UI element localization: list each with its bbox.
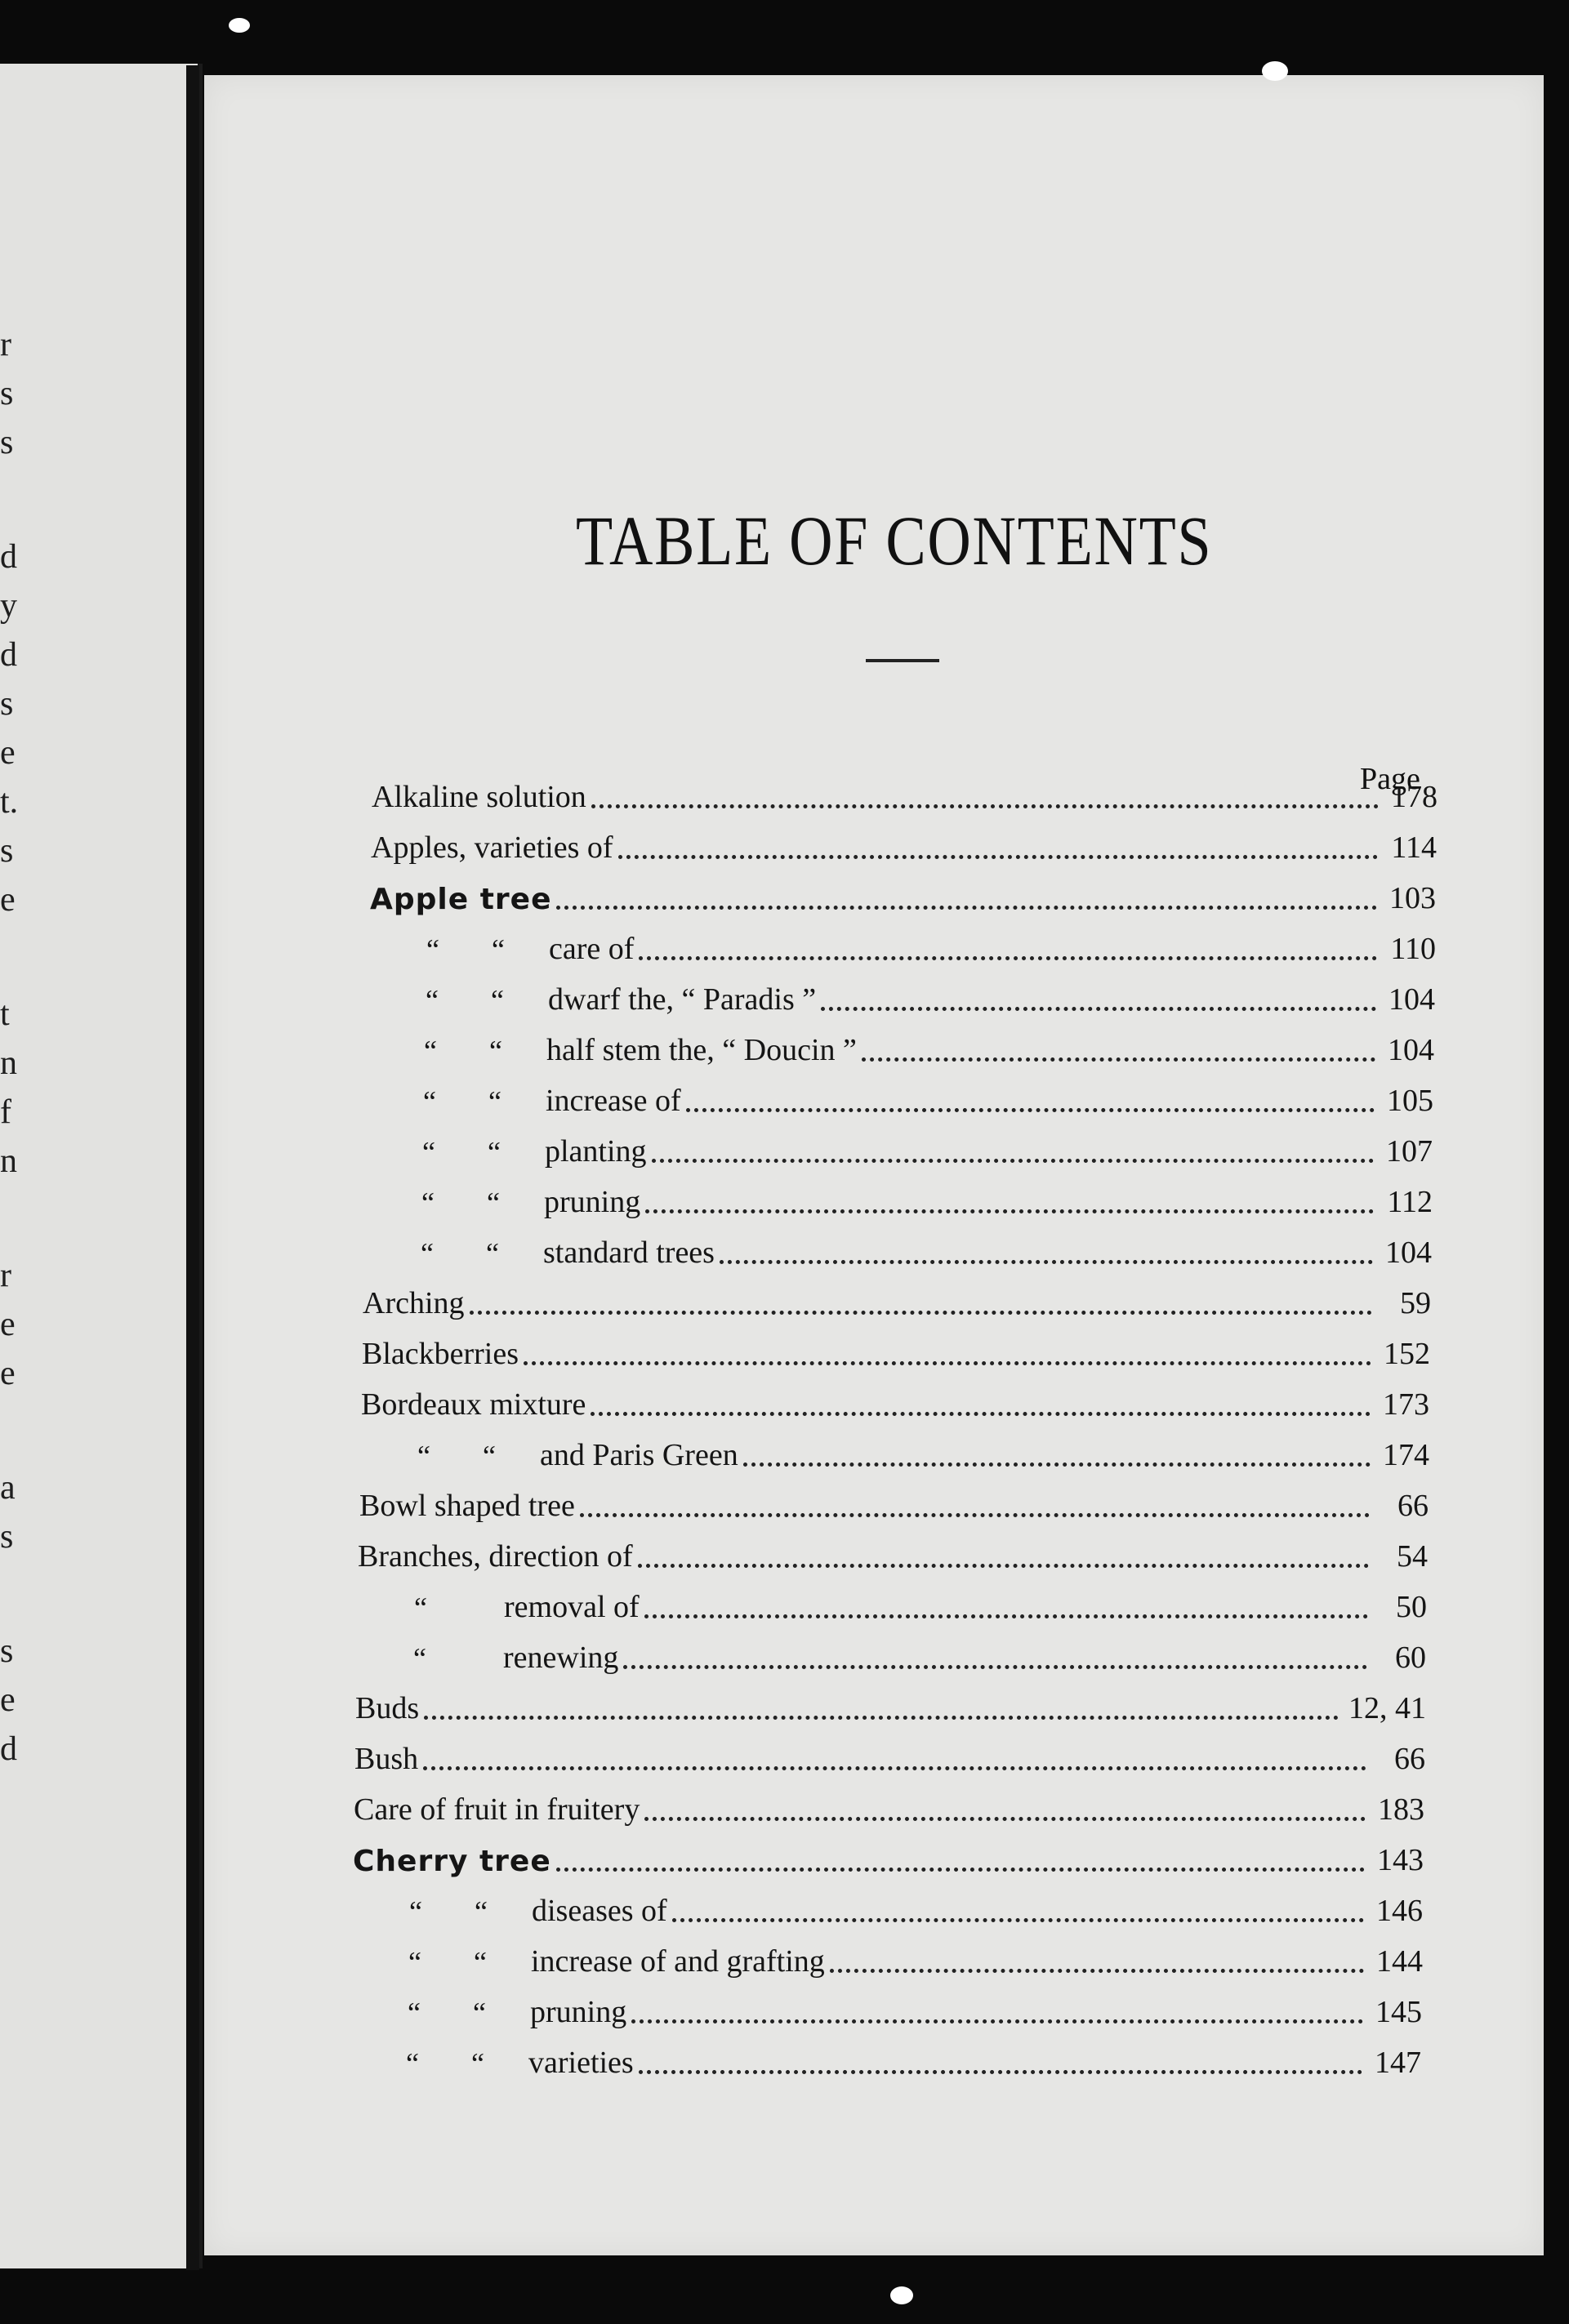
toc-entry	[355, 1689, 1426, 1726]
toc-entry-page-number: 105	[1387, 1084, 1433, 1118]
left-page-letter: n	[0, 1044, 17, 1082]
toc-entry-label: increase of and grafting	[531, 1944, 825, 1979]
left-page-letter: e	[0, 1306, 16, 1343]
ditto-mark: “	[414, 1592, 427, 1624]
toc-entry-page-number: 107	[1386, 1134, 1433, 1169]
left-page-letter: d	[0, 538, 17, 576]
toc-entry-label: Bowl shaped tree	[359, 1489, 575, 1523]
dot-leader	[639, 2070, 1362, 2074]
toc-entry-label: removal of	[504, 1590, 640, 1624]
book-gutter	[186, 65, 199, 2270]
toc-entry	[364, 1182, 1433, 1220]
left-page-letter: f	[0, 1093, 11, 1131]
ditto-mark: “	[421, 1186, 435, 1219]
left-page-letter: s	[0, 424, 14, 461]
dust-speck	[1262, 61, 1288, 81]
toc-entry	[365, 1132, 1433, 1169]
ditto-mark: “	[426, 984, 439, 1017]
ditto-mark: “	[417, 1440, 430, 1472]
toc-entry-label: renewing	[503, 1641, 619, 1675]
toc-entry	[371, 828, 1437, 866]
toc-entry	[353, 1841, 1424, 1878]
contents-page	[204, 75, 1544, 2255]
ditto-mark: “	[408, 1946, 421, 1979]
toc-entry-page-number: 146	[1376, 1894, 1423, 1928]
toc-entry-label: increase of	[546, 1084, 681, 1118]
toc-entry	[360, 1436, 1429, 1473]
toc-entry-label: pruning	[530, 1995, 627, 2029]
toc-entry-label: Arching	[363, 1286, 465, 1320]
toc-entry	[352, 1891, 1423, 1929]
left-page-fragment	[0, 64, 203, 2268]
toc-entry-label: Apple tree	[370, 883, 552, 916]
toc-entry	[368, 980, 1435, 1017]
toc-entry-page-number: 104	[1388, 1033, 1434, 1067]
toc-entry	[357, 1587, 1427, 1625]
toc-entry-label: Cherry tree	[353, 1845, 551, 1878]
toc-entry	[350, 1992, 1422, 2030]
left-page-letter: e	[0, 734, 16, 772]
dot-leader	[591, 804, 1379, 808]
left-page-letter: t	[0, 995, 10, 1033]
toc-entry	[372, 777, 1438, 815]
toc-entry	[351, 1942, 1423, 1979]
toc-entry-page-number: 59	[1400, 1286, 1431, 1320]
ditto-mark: “	[426, 933, 439, 966]
left-page-letter: s	[0, 832, 14, 870]
left-page-letter: s	[0, 375, 14, 412]
dot-leader	[623, 1665, 1367, 1669]
ditto-mark: “	[408, 1997, 421, 2029]
ditto-mark: “	[423, 1085, 436, 1118]
toc-entry-page-number: 147	[1375, 2046, 1421, 2080]
toc-entry-label: Apples, varieties of	[371, 830, 613, 865]
toc-entry-label: Buds	[355, 1691, 420, 1725]
toc-entry-page-number: 178	[1391, 780, 1438, 814]
dot-leader	[424, 1716, 1339, 1720]
toc-entry	[362, 1334, 1430, 1372]
toc-entry-label: and Paris Green	[540, 1438, 738, 1472]
dot-leader	[470, 1311, 1372, 1315]
toc-entry-label: standard trees	[543, 1235, 715, 1270]
toc-entry	[363, 1233, 1432, 1271]
ditto-mark: “	[487, 1186, 500, 1219]
ditto-mark: “	[492, 933, 505, 966]
left-page-letter: t.	[0, 783, 19, 821]
dot-leader	[862, 1057, 1375, 1062]
left-page-letter: y	[0, 587, 17, 625]
toc-entry-label: Bordeaux mixture	[361, 1387, 586, 1422]
toc-entry-page-number: 183	[1378, 1792, 1424, 1827]
toc-entry	[359, 1486, 1429, 1524]
toc-entry-label: half stem the, “ Doucin ”	[546, 1033, 857, 1067]
toc-entry-label: care of	[549, 932, 635, 966]
ditto-mark: “	[475, 1895, 488, 1928]
toc-entry	[367, 1031, 1434, 1068]
dot-leader	[743, 1463, 1371, 1467]
toc-entry-label: Care of fruit in fruitery	[354, 1792, 640, 1827]
toc-entry	[369, 929, 1436, 967]
toc-entry-label: Bush	[354, 1742, 419, 1776]
toc-entry-label: varieties	[528, 2046, 634, 2080]
toc-entry	[370, 879, 1436, 916]
toc-entry-label: diseases of	[532, 1894, 667, 1928]
dot-leader	[652, 1159, 1374, 1163]
page-column-heading: Page	[1360, 762, 1420, 796]
dot-leader	[686, 1108, 1375, 1112]
left-page-letter: e	[0, 1355, 16, 1392]
toc-entry	[354, 1790, 1424, 1828]
left-page-letter: r	[0, 1257, 11, 1294]
left-page-text-fragments	[0, 64, 33, 2268]
dot-leader	[618, 855, 1378, 859]
dot-leader	[644, 1614, 1368, 1618]
dot-leader	[644, 1817, 1366, 1821]
toc-entry	[361, 1385, 1429, 1422]
left-page-letter: e	[0, 881, 16, 919]
ditto-mark: “	[488, 1136, 501, 1169]
dot-leader	[672, 1918, 1364, 1922]
toc-entry-page-number: 112	[1387, 1185, 1433, 1219]
left-page-letter: n	[0, 1142, 17, 1180]
toc-entry-label: pruning	[544, 1185, 641, 1219]
toc-entry-page-number: 174	[1383, 1438, 1429, 1472]
toc-entry-page-number: 66	[1397, 1489, 1429, 1523]
left-page-letter: e	[0, 1681, 16, 1719]
dot-leader	[638, 1564, 1369, 1568]
toc-entry-page-number: 114	[1391, 830, 1437, 865]
left-page-letter: s	[0, 1632, 14, 1670]
toc-entry-label: dwarf the, “ Paradis ”	[548, 982, 817, 1017]
ditto-mark: “	[409, 1895, 422, 1928]
left-page-letter: s	[0, 685, 14, 723]
dot-leader	[423, 1766, 1366, 1770]
contents-list	[204, 75, 1544, 2255]
toc-entry-label: Blackberries	[362, 1337, 519, 1371]
ditto-mark: “	[406, 2047, 419, 2080]
ditto-mark: “	[424, 1035, 437, 1067]
left-page-letter: d	[0, 1730, 17, 1768]
dust-speck	[229, 18, 250, 33]
toc-entry-page-number: 143	[1377, 1843, 1424, 1877]
toc-entry-label: Alkaline solution	[372, 780, 586, 814]
left-page-letter: s	[0, 1518, 14, 1556]
left-page-letter: r	[0, 326, 11, 363]
dot-leader	[556, 906, 1377, 910]
toc-entry-page-number: 144	[1376, 1944, 1423, 1979]
dot-leader	[821, 1007, 1376, 1011]
dot-leader	[830, 1969, 1364, 1973]
ditto-mark: “	[489, 1035, 502, 1067]
ditto-mark: “	[488, 1085, 501, 1118]
left-page-letter: a	[0, 1469, 16, 1507]
toc-entry-page-number: 50	[1396, 1590, 1427, 1624]
ditto-mark: “	[483, 1440, 496, 1472]
ditto-mark: “	[471, 2047, 484, 2080]
dot-leader	[720, 1260, 1373, 1264]
toc-entry-page-number: 104	[1385, 1235, 1432, 1270]
ditto-mark: “	[421, 1237, 434, 1270]
ditto-mark: “	[422, 1136, 435, 1169]
dot-leader	[580, 1513, 1370, 1517]
ditto-mark: “	[474, 1946, 487, 1979]
toc-entry-page-number: 60	[1395, 1641, 1426, 1675]
toc-entry-label: planting	[545, 1134, 647, 1169]
dot-leader	[556, 1868, 1365, 1872]
toc-entry-page-number: 152	[1384, 1337, 1430, 1371]
toc-entry	[356, 1638, 1426, 1676]
dot-leader	[524, 1361, 1371, 1365]
toc-entry-page-number: 12, 41	[1348, 1691, 1426, 1725]
left-page-letter: d	[0, 636, 17, 674]
toc-entry-page-number: 104	[1388, 982, 1435, 1017]
toc-entry-page-number: 103	[1389, 881, 1436, 915]
dot-leader	[591, 1412, 1371, 1416]
toc-entry-page-number: 54	[1397, 1539, 1428, 1574]
toc-entry	[358, 1537, 1428, 1574]
ditto-mark: “	[413, 1642, 426, 1675]
page-title: TABLE OF CONTENTS	[576, 501, 1213, 580]
toc-entry	[354, 1739, 1425, 1777]
toc-entry	[349, 2043, 1421, 2081]
toc-entry	[363, 1284, 1431, 1321]
ditto-mark: “	[491, 984, 504, 1017]
toc-entry-page-number: 145	[1375, 1995, 1422, 2029]
ditto-mark: “	[473, 1997, 486, 2029]
dot-leader	[645, 1209, 1374, 1213]
toc-entry-page-number: 110	[1390, 932, 1436, 966]
ditto-mark: “	[486, 1237, 499, 1270]
dot-leader	[639, 956, 1377, 960]
toc-entry-page-number: 173	[1383, 1387, 1429, 1422]
dust-speck	[890, 2286, 913, 2304]
toc-entry-label: Branches, direction of	[358, 1539, 633, 1574]
dot-leader	[631, 2019, 1363, 2023]
toc-entry-page-number: 66	[1394, 1742, 1425, 1776]
toc-entry	[366, 1081, 1433, 1119]
